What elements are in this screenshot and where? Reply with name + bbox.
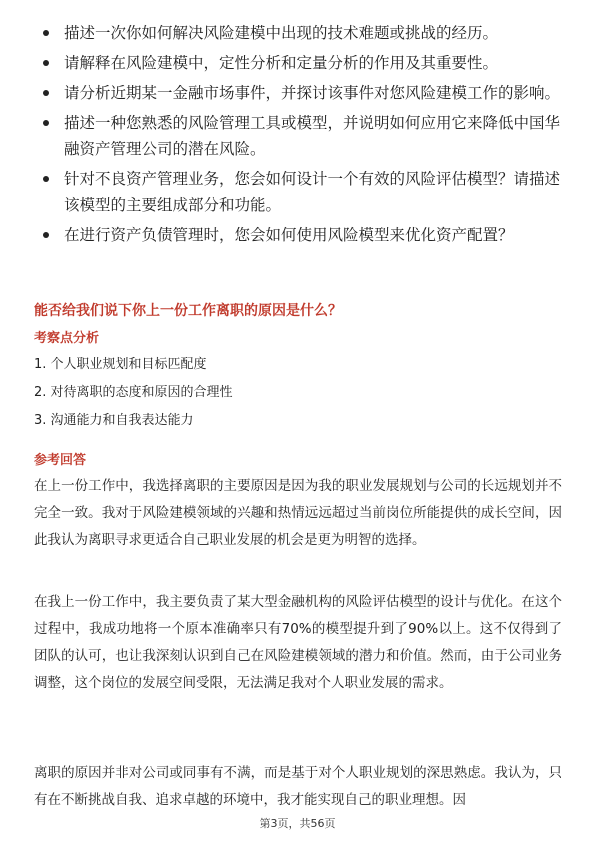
bullet-text: 在进行资产负债管理时，您会如何使用风险模型来优化资产配置？ <box>64 226 514 244</box>
bullet-dot-icon <box>43 60 49 66</box>
answer-paragraph: 离职的原因并非对公司或同事有不满，而是基于对个人职业规划的深思熟虑。我认为，只有在不断挑战自我、追求卓越的环境中，我才能实现自己的职业理想。因 <box>34 765 562 808</box>
page-number: 第3页，共56页 <box>259 817 336 830</box>
bullet-text: 请分析近期某一金融市场事件，并探讨该事件对您风险建模工作的影响。 <box>64 84 561 102</box>
analysis-point: 2. 对待离职的态度和原因的合理性 <box>34 385 233 400</box>
bullet-item <box>40 166 560 218</box>
analysis-point: 1. 个人职业规划和目标匹配度 <box>34 357 207 372</box>
bullet-item <box>40 50 560 76</box>
answer-paragraph: 在上一份工作中，我选择离职的主要原因是因为我的职业发展规划与公司的长远规划并不完全一致。我对于风险建模领域的兴趣和热情远远超过当前岗位所能提供的成长空间，因此我认为离职寻求更适合自己职业发展的机会是更为明智的选择。 <box>34 478 562 548</box>
bullet-item <box>40 80 560 106</box>
bullet-text: 针对不良资产管理业务，您会如何设计一个有效的风险评估模型？请描述该模型的主要组成部分和功能。 <box>64 170 561 214</box>
question-bullet-list <box>40 20 560 252</box>
bullet-item <box>40 20 560 46</box>
bullet-dot-icon <box>43 120 49 126</box>
analysis-heading: 考察点分析 <box>34 331 100 346</box>
answer-paragraph: 在我上一份工作中，我主要负责了某大型金融机构的风险评估模型的设计与优化。在这个过程中，我成功地将一个原本准确率只有70%的模型提升到了90%以上。这不仅得到了团队的认可，也让我深刻认识到自己在风险建模领域的潜力和价值。然而，由于公司业务调整，这个岗位的发展空间受限，无法满足我对个人职业发展的需求。 <box>34 594 562 691</box>
bullet-text: 描述一种您熟悉的风险管理工具或模型，并说明如何应用它来降低中国华融资产管理公司的潜在风险。 <box>64 114 561 158</box>
analysis-points <box>34 355 233 439</box>
bullet-dot-icon <box>43 232 49 238</box>
bullet-dot-icon <box>43 90 49 96</box>
answer-heading: 参考回答 <box>34 453 87 468</box>
bullet-text: 描述一次你如何解决风险建模中出现的技术难题或挑战的经历。 <box>64 24 499 42</box>
bullet-item <box>40 222 560 248</box>
bullet-item <box>40 110 560 162</box>
bullet-dot-icon <box>43 176 49 182</box>
interview-question: 能否给我们说下你上一份工作离职的原因是什么？ <box>34 303 342 319</box>
bullet-dot-icon <box>43 30 49 36</box>
analysis-point: 3. 沟通能力和自我表达能力 <box>34 413 194 428</box>
bullet-text: 请解释在风险建模中，定性分析和定量分析的作用及其重要性。 <box>64 54 499 72</box>
